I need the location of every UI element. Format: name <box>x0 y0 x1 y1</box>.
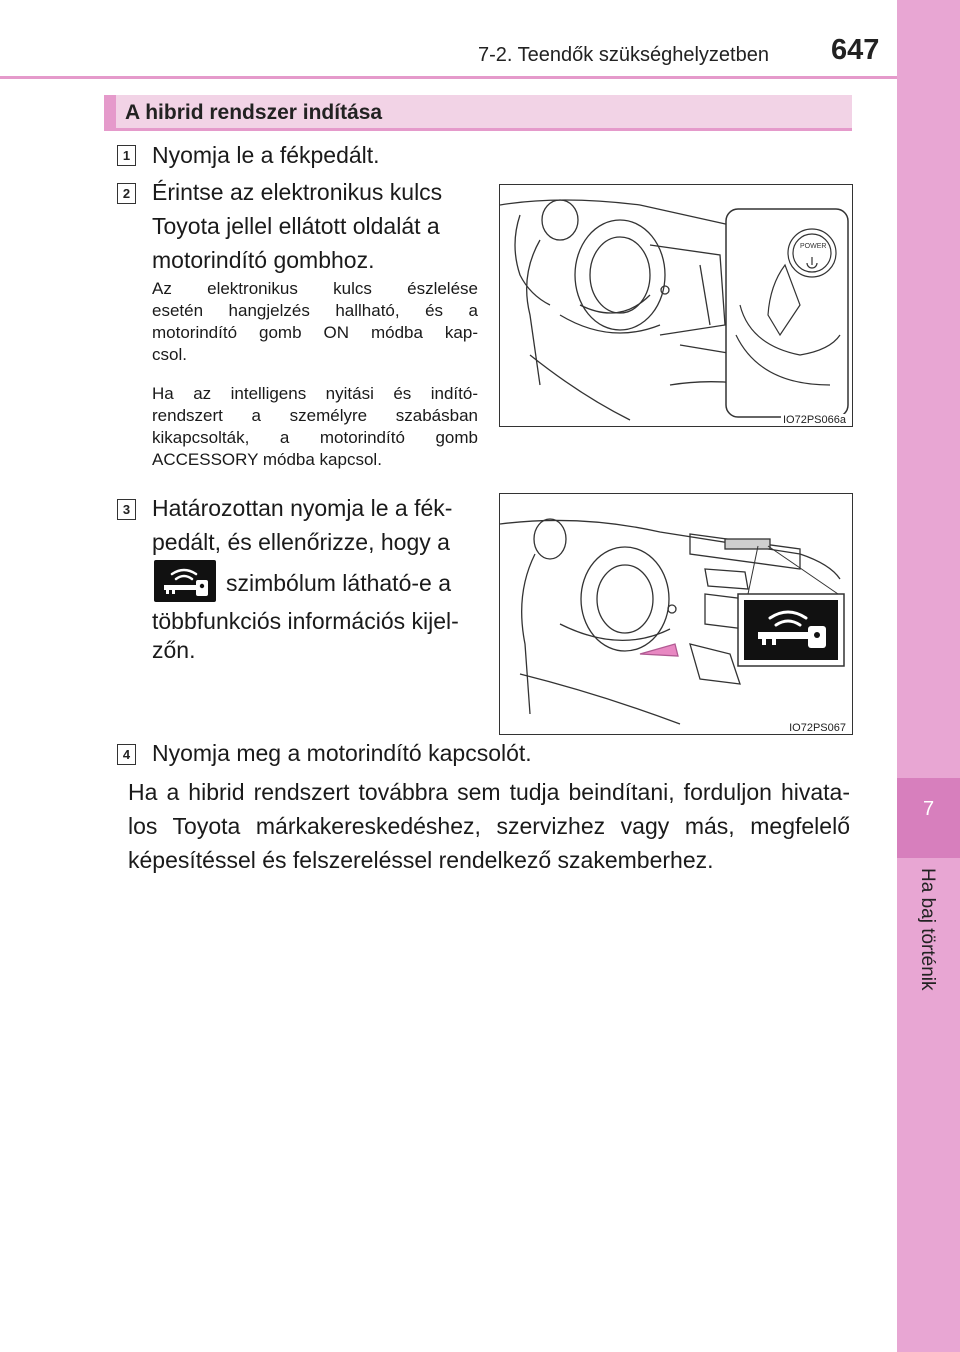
note-line: rendszert a személyre szabásban <box>152 406 478 425</box>
note-line: kikapcsolták, a motorindító gomb <box>152 428 478 447</box>
chapter-side-tab <box>897 0 960 1352</box>
step-3-line: pedált, és ellenőrizze, hogy a <box>152 529 450 555</box>
note-line: ACCESSORY módba kapcsol. <box>152 450 382 469</box>
step-2-note-1 <box>152 278 478 366</box>
key-symbol-icon <box>154 560 216 602</box>
step-2-badge: 2 <box>117 183 136 204</box>
section-heading-stripe <box>104 95 116 128</box>
figure-key-touch-button <box>499 184 853 427</box>
smart-key-indicator-icon <box>154 560 216 602</box>
closing-paragraph: Ha a hibrid rendszert továbbra sem tudja beindítani, forduljon hivata-los Toyota márkakereskedéshez, szervizhez vagy más, megfelelő képesítéssel és felszereléssel rendelkező szakemberhez. <box>128 779 850 873</box>
step-3-line: szimbólum látható-e a <box>226 570 451 596</box>
step-4-badge: 4 <box>117 744 136 765</box>
step-2-line: Érintse az elektronikus kulcs <box>152 179 443 205</box>
step-2-line: Toyota jellel ellátott oldalát a <box>152 213 440 239</box>
figure-brake-and-display <box>499 493 853 735</box>
step-2-note-2 <box>152 383 478 471</box>
step-4-text: Nyomja meg a motorindító kapcsolót. <box>152 740 532 766</box>
section-title: A hibrid rendszer indítása <box>125 101 383 124</box>
page-number: 647 <box>831 34 880 66</box>
note-line: Ha az intelligens nyitási és indító- <box>152 384 478 403</box>
chapter-label: Ha baj történik <box>917 868 938 991</box>
step-2-line: motorindító gombhoz. <box>152 247 375 273</box>
figure-1-code: IO72PS066a <box>783 414 846 426</box>
dashboard-illustration <box>500 494 852 734</box>
driver-key-illustration <box>500 185 852 426</box>
step-2-text <box>152 175 482 277</box>
note-line: Az elektronikus kulcs észlelése <box>152 279 478 298</box>
chapter-number: 7 <box>922 798 935 820</box>
step-3-line: zőn. <box>152 637 196 663</box>
note-line: motorindító gomb ON módba kap- <box>152 323 478 342</box>
chapter-title: 7-2. Teendők szükséghelyzetben <box>478 44 769 66</box>
note-line: esetén hangjelzés hallható, és a <box>152 301 478 320</box>
step-3-line: többfunkciós információs kijel- <box>152 608 459 634</box>
step-3-line: Határozottan nyomja le a fék- <box>152 495 453 521</box>
step-1-badge: 1 <box>117 145 136 166</box>
step-1-text: Nyomja le a fékpedált. <box>152 142 380 168</box>
figure-2-code: IO72PS067 <box>789 722 846 734</box>
note-line: csol. <box>152 345 187 364</box>
header-rule <box>0 76 897 79</box>
power-button-label: POWER <box>800 243 827 250</box>
step-3-badge: 3 <box>117 499 136 520</box>
